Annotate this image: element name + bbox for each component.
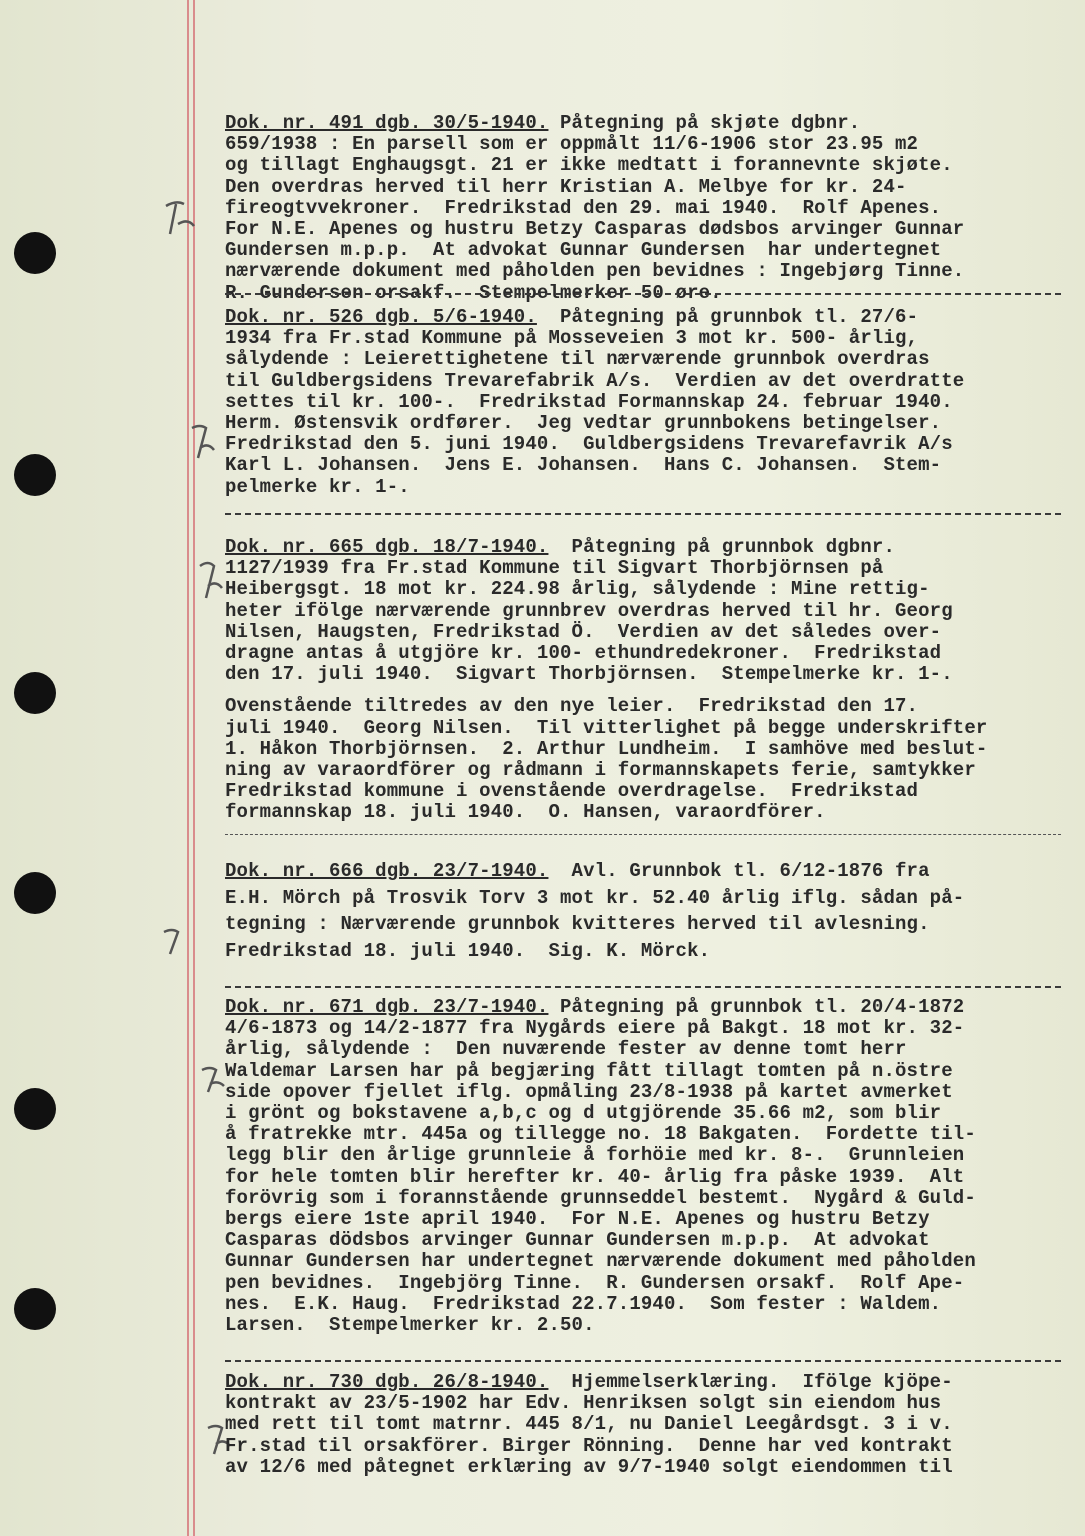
entry-line: dragne antas å utgjöre kr. 100- ethundredekroner. Fredrikstad <box>225 642 942 665</box>
entry-line: Gunnar Gundersen har undertegnet nærværende dokument med påholden <box>225 1250 976 1273</box>
entry-line: heter ifölge nærværende grunnbrev overdras herved til hr. Georg <box>225 599 953 622</box>
entry-line: Casparas dödsbos arvinger Gunnar Gundersen m.p.p. At advokat <box>225 1229 930 1252</box>
entry-line: og tillagt Enghaugsgt. 21 er ikke medtatt i forannevnte skjøte. <box>225 154 953 177</box>
entry-heading: Dok. nr. 730 dgb. 26/8-1940. <box>225 1371 549 1393</box>
entry-line: i grönt og bokstavene a,b,c og d utgjörende 35.66 m2, som blir <box>225 1102 942 1125</box>
entry-heading: Dok. nr. 671 dgb. 23/7-1940. <box>225 996 549 1018</box>
entry-665 <box>225 537 1070 824</box>
entry-line: juli 1940. Georg Nilsen. Til vitterlighet på begge underskrifter <box>225 716 988 739</box>
entry-line: 659/1938 : En parsell som er oppmålt 11/6-1906 stor 23.95 m2 <box>225 133 919 156</box>
entry-line: 1934 fra Fr.stad Kommune på Mosseveien 3 mot kr. 500- årlig, <box>225 327 919 350</box>
punch-hole <box>14 1088 56 1130</box>
entry-line: side opover fjellet iflg. opmåling 23/8-1938 på kartet avmerket <box>225 1080 953 1103</box>
entry-line: Den overdras herved til herr Kristian A. Melbye for kr. 24- <box>225 175 907 198</box>
entry-line: av 12/6 med påtegnet erklæring av 9/7-1940 solgt eiendommen til <box>225 1455 953 1478</box>
entry-line: pen bevidnes. Ingebjörg Tinne. R. Gundersen orsakf. Rolf Ape- <box>225 1271 965 1294</box>
entry-730 <box>225 1372 1070 1478</box>
entry-line: bergs eiere 1ste april 1940. For N.E. Apenes og hustru Betzy <box>225 1208 930 1231</box>
entry-line: sålydende : Leierettighetene til nærværende grunnbok overdras <box>225 348 930 371</box>
entry-line: Gundersen m.p.p. At advokat Gunnar Gundersen har undertegnet <box>225 239 942 262</box>
entry-heading: Dok. nr. 491 dgb. 30/5-1940. <box>225 112 549 134</box>
separator-line <box>225 513 1061 515</box>
separator-line <box>225 293 1061 295</box>
entry-heading: Dok. nr. 526 dgb. 5/6-1940. <box>225 306 537 328</box>
entry-line: 4/6-1873 og 14/2-1877 fra Nygårds eiere på Bakgt. 18 mot kr. 32- <box>225 1017 965 1040</box>
entry-heading: Dok. nr. 665 dgb. 18/7-1940. <box>225 536 549 558</box>
entry-671 <box>225 997 1070 1336</box>
entry-line: Heibergsgt. 18 mot kr. 224.98 årlig, sålydende : Mine rettig- <box>225 578 930 601</box>
entry-line: For N.E. Apenes og hustru Betzy Casparas dødsbos arvinger Gunnar <box>225 218 965 241</box>
entry-line: Påtegning på grunnbok tl. 27/6- <box>536 306 919 328</box>
entry-line: Ovenstående tiltredes av den nye leier. Fredrikstad den 17. <box>225 695 919 718</box>
entry-line: Karl L. Johansen. Jens E. Johansen. Hans C. Johansen. Stem- <box>225 454 942 477</box>
handwritten-mark-icon <box>186 420 220 464</box>
separator-line <box>225 1360 1061 1362</box>
punch-hole <box>14 1288 56 1330</box>
entry-line: fireogtvvekroner. Fredrikstad den 29. mai 1940. Rolf Apenes. <box>225 196 942 219</box>
entry-line: E.H. Mörch på Trosvik Torv 3 mot kr. 52.40 årlig iflg. sådan på- <box>225 886 965 909</box>
entry-line: Waldemar Larsen har på begjæring fått tillagt tomten på n.östre <box>225 1059 953 1082</box>
entry-heading: Dok. nr. 666 dgb. 23/7-1940. <box>225 860 549 882</box>
entry-line: Påtegning på grunnbok tl. 20/4-1872 <box>548 996 965 1018</box>
entry-line: med rett til tomt matrnr. 445 8/1, nu Daniel Leegårdsgt. 3 i v. <box>225 1413 953 1436</box>
entry-line: Fr.stad til orsakförer. Birger Rönning. Denne har ved kontrakt <box>225 1434 953 1457</box>
handwritten-mark-icon <box>160 196 200 240</box>
separator-line <box>225 834 1061 835</box>
entry-line: Larsen. Stempelmerker kr. 2.50. <box>225 1314 595 1337</box>
entry-526 <box>225 307 1070 498</box>
entry-line: nærværende dokument med påholden pen bevidnes : Ingebjørg Tinne. <box>225 260 965 283</box>
entry-line: Hjemmelserklæring. Ifölge kjöpe- <box>548 1371 953 1393</box>
entry-line: den 17. juli 1940. Sigvart Thorbjörnsen. Stempelmerke kr. 1-. <box>225 663 953 686</box>
entry-line: 1127/1939 fra Fr.stad Kommune til Sigvart Thorbjörnsen på <box>225 557 884 580</box>
punch-hole <box>14 454 56 496</box>
entry-line: 1. Håkon Thorbjörnsen. 2. Arthur Lundheim. I samhöve med beslut- <box>225 737 988 760</box>
entry-line: Påtegning på grunnbok dgbnr. <box>548 536 896 558</box>
entry-line: Herm. Østensvik ordfører. Jeg vedtar grunnbokens betingelser. <box>225 412 942 435</box>
entry-line: Fredrikstad den 5. juni 1940. Guldbergsidens Trevarefavrik A/s <box>225 433 953 456</box>
entry-line: legg blir den årlige grunnleie å forhöie med kr. 8-. Grunnleien <box>225 1144 965 1167</box>
entry-line: Påtegning på skjøte dgbnr. <box>548 112 861 134</box>
handwritten-mark-icon <box>156 924 190 960</box>
entry-line: Nilsen, Haugsten, Fredrikstad Ö. Verdien av det således over- <box>225 620 942 643</box>
punch-hole <box>14 672 56 714</box>
punch-hole <box>14 232 56 274</box>
entry-line: Fredrikstad kommune i ovenstående overdragelse. Fredrikstad <box>225 780 919 803</box>
entry-line: til Guldbergsidens Trevarefabrik A/s. Verdien av det overdratte <box>225 369 965 392</box>
entry-line: årlig, sålydende : Den nuværende fester av denne tomt herr <box>225 1038 907 1061</box>
entry-line: pelmerke kr. 1-. <box>225 475 410 498</box>
entry-666 <box>225 858 1070 964</box>
entry-line: tegning : Nærværende grunnbok kvitteres herved til avlesning. <box>225 913 930 935</box>
entry-line: R. Gundersen orsakf. Stempelmerker 50 øre. <box>225 281 722 304</box>
entry-491 <box>225 113 1070 304</box>
separator-line <box>225 986 1061 988</box>
entry-line: forövrig som i forannstående grunnseddel bestemt. Nygård & Guld- <box>225 1186 976 1209</box>
punch-hole <box>14 872 56 914</box>
entry-line: Avl. Grunnbok tl. 6/12-1876 fra <box>548 860 930 882</box>
entry-line: nes. E.K. Haug. Fredrikstad 22.7.1940. Som fester : Waldem. <box>225 1292 942 1315</box>
entry-line: kontrakt av 23/5-1902 har Edv. Henriksen solgt sin eiendom hus <box>225 1392 942 1415</box>
entry-line: settes til kr. 100-. Fredrikstad Formannskap 24. februar 1940. <box>225 390 953 413</box>
entry-line: for hele tomten blir herefter kr. 40- årlig fra påske 1939. Alt <box>225 1165 965 1188</box>
entry-line: ning av varaordförer og rådmann i formannskapets ferie, samtykker <box>225 759 976 782</box>
entry-line: formannskap 18. juli 1940. O. Hansen, varaordförer. <box>225 801 826 824</box>
entry-line: å fratrekke mtr. 445a og tillegge no. 18 Bakgaten. Fordette til- <box>225 1123 976 1146</box>
entry-line: Fredrikstad 18. juli 1940. Sig. K. Mörck. <box>225 939 711 962</box>
handwritten-mark-icon <box>192 556 226 604</box>
